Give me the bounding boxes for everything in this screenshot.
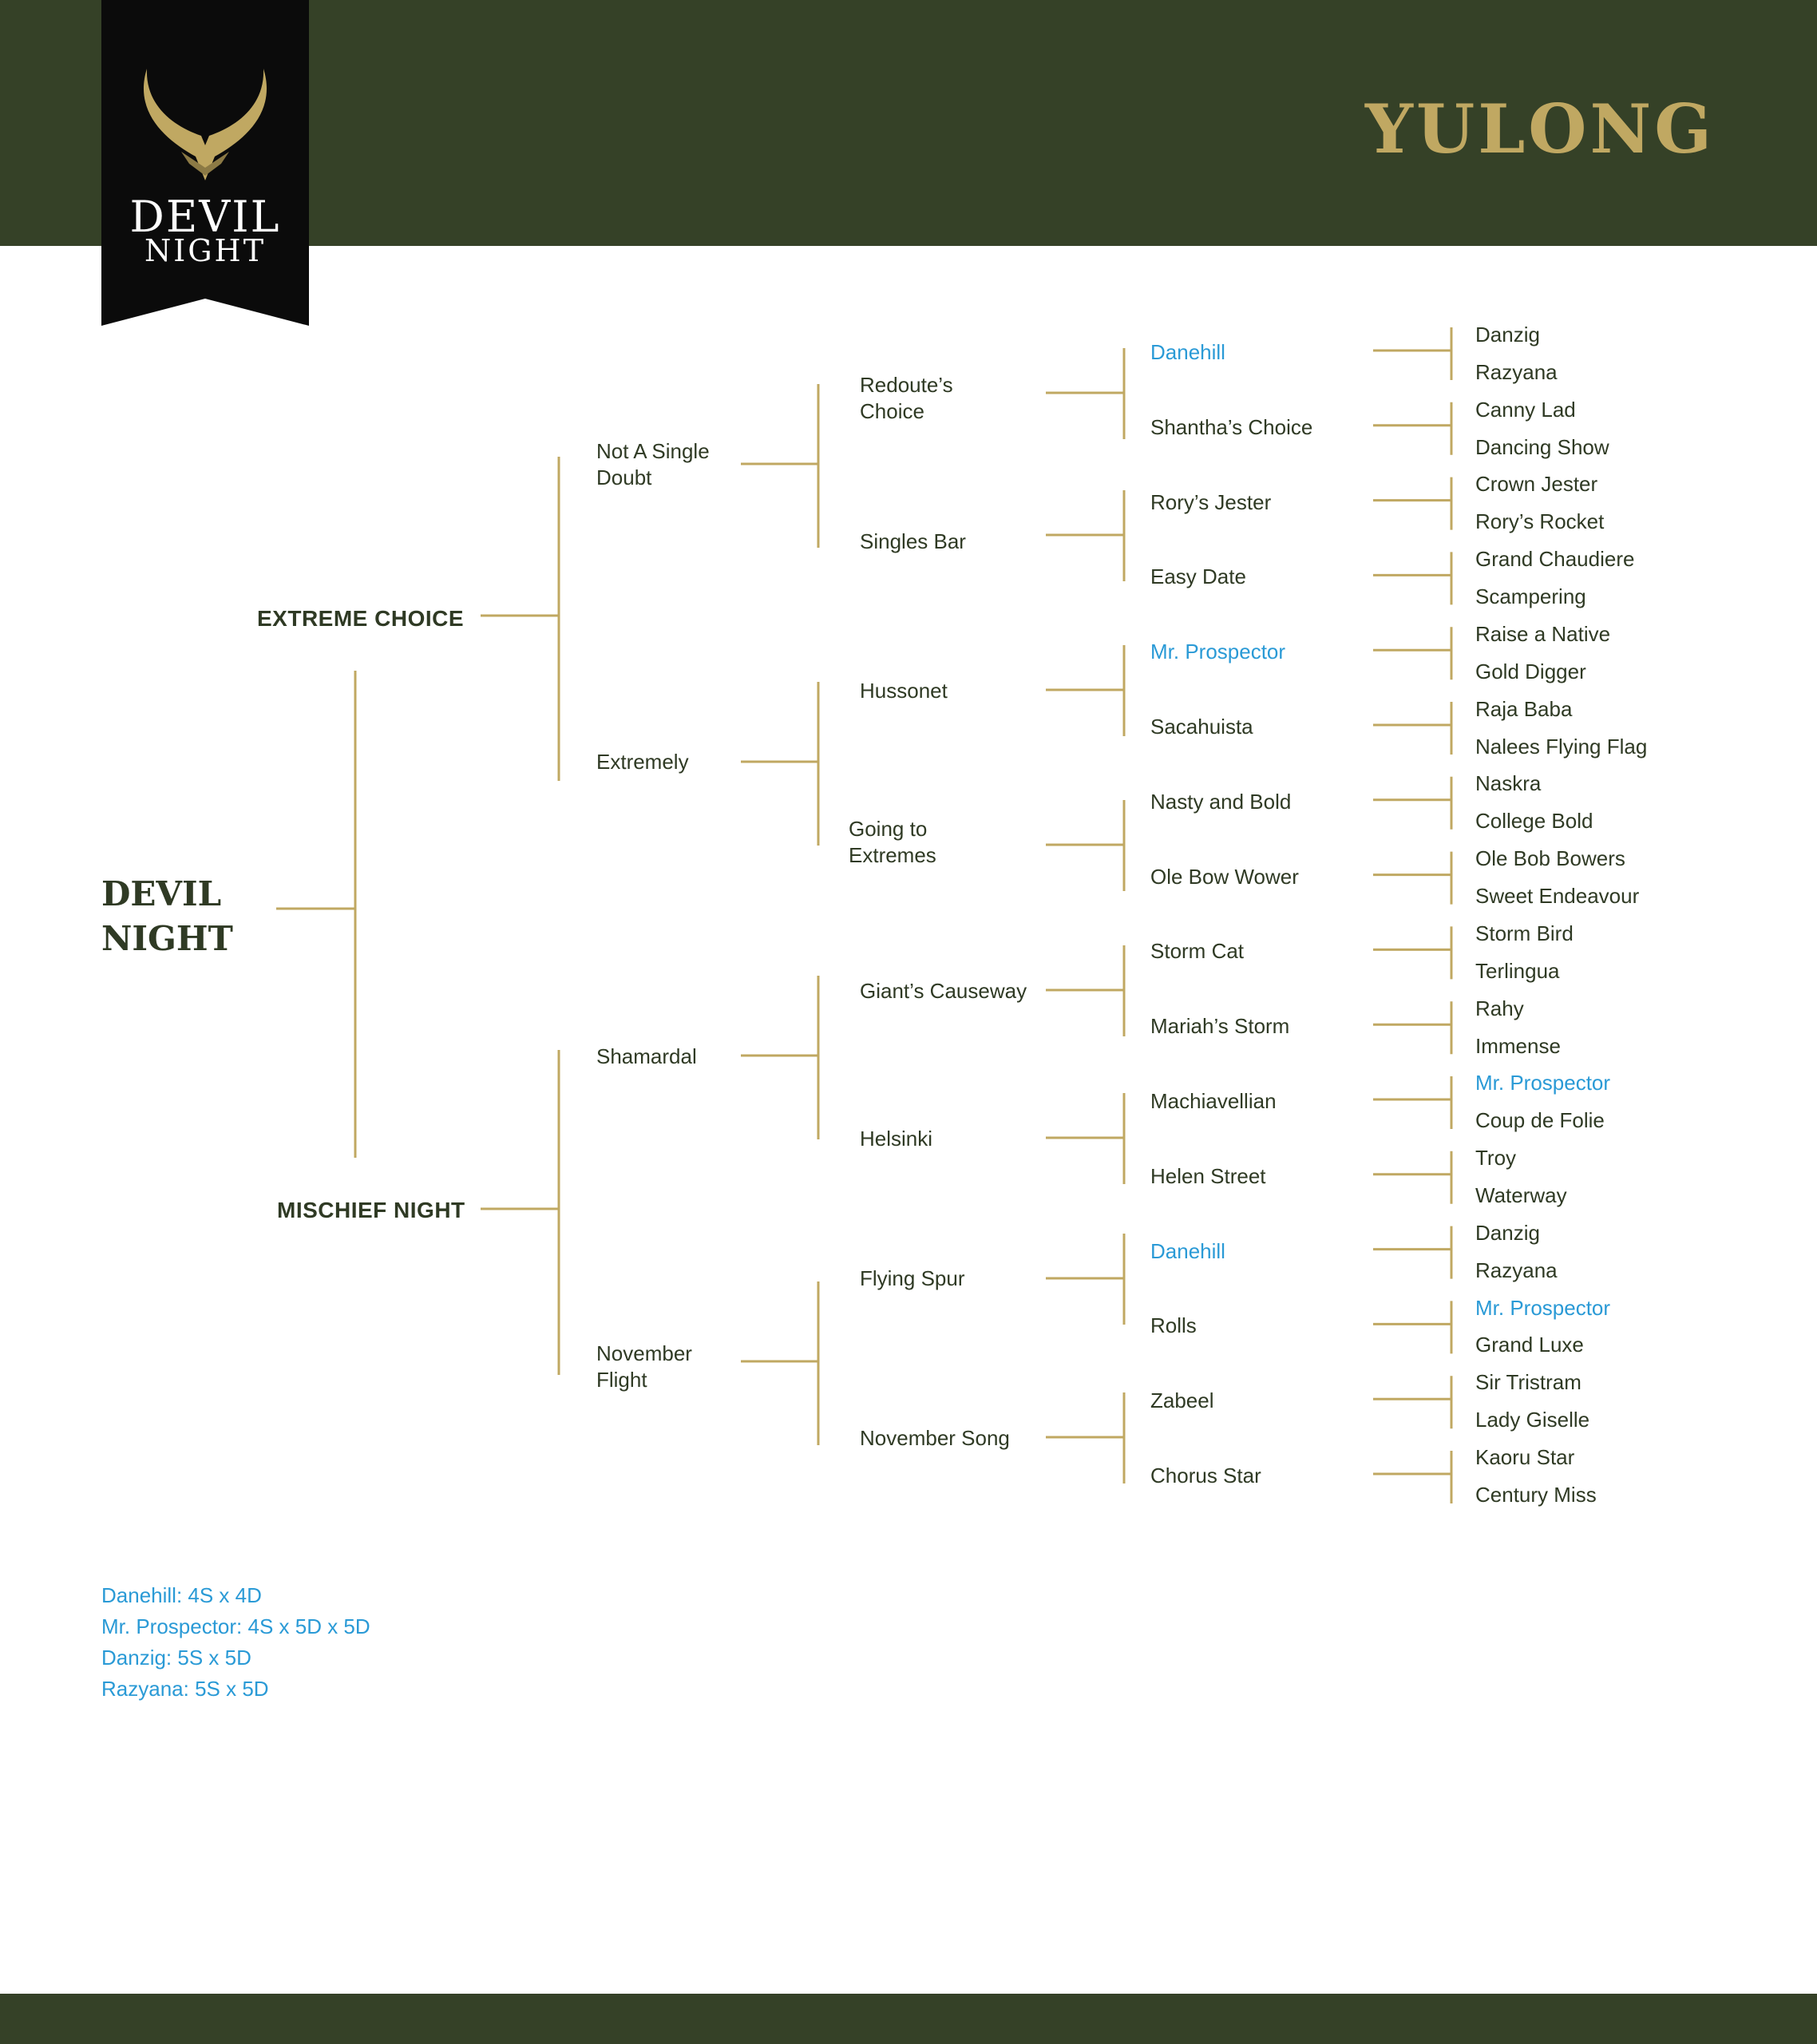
gen5-horse: Mr. Prospector	[1475, 1071, 1611, 1095]
gen5-horse: Sir Tristram	[1475, 1370, 1581, 1395]
gen5-horse: Rahy	[1475, 996, 1524, 1020]
gen5-horse: Raise a Native	[1475, 621, 1611, 646]
gen5-horse: Raja Baba	[1475, 696, 1573, 721]
gen3-horse: Redoute’s Choice	[860, 373, 953, 423]
gen4-horse: Shantha’s Choice	[1150, 414, 1313, 439]
inbreeding-note: Razyana: 5S x 5D	[101, 1677, 269, 1701]
gen5-horse: Danzig	[1475, 1220, 1540, 1245]
gen3-horse: November Song	[860, 1425, 1010, 1450]
logo-text-devil: DEVIL	[129, 192, 281, 242]
gen5-horse: Gold Digger	[1475, 659, 1586, 683]
gen5-horse: Coup de Folie	[1475, 1108, 1605, 1133]
gen5-horse: Dancing Show	[1475, 434, 1609, 459]
gen4-horse: Easy Date	[1150, 564, 1246, 589]
gen3-horse: Hussonet	[860, 678, 948, 703]
gen5-horse: Scampering	[1475, 584, 1586, 609]
gen4-horse: Rory’s Jester	[1150, 489, 1272, 514]
gen5-horse: College Bold	[1475, 809, 1593, 834]
gen5-horse: Grand Luxe	[1475, 1333, 1584, 1357]
gen4-horse: Mr. Prospector	[1150, 640, 1286, 664]
gen4-horse: Nasty and Bold	[1150, 789, 1292, 814]
gen4-horse: Danehill	[1150, 340, 1225, 364]
gen5-horse: Canny Lad	[1475, 397, 1576, 422]
gen5-horse: Terlingua	[1475, 958, 1560, 983]
gen4-horse: Ole Bow Wower	[1150, 864, 1299, 889]
gen5-horse: Lady Giselle	[1475, 1408, 1590, 1432]
inbreeding-note: Danzig: 5S x 5D	[101, 1646, 251, 1670]
gen5-horse: Waterway	[1475, 1183, 1567, 1207]
gen5-horse: Ole Bob Bowers	[1475, 846, 1625, 871]
gen3-horse: Helsinki	[860, 1126, 933, 1151]
gen4-horse: Zabeel	[1150, 1388, 1214, 1413]
gen4-horse: Storm Cat	[1150, 939, 1245, 964]
gen2-horse: Not A Single Doubt	[596, 439, 710, 489]
dam-name: MISCHIEF NIGHT	[277, 1198, 465, 1222]
gen5-horse: Storm Bird	[1475, 921, 1574, 945]
gen3-horse: Singles Bar	[860, 529, 966, 553]
logo-text-night: NIGHT	[144, 233, 267, 268]
gen5-horse: Razyana	[1475, 1258, 1558, 1282]
gen4-horse: Rolls	[1150, 1313, 1197, 1338]
gen2-horse: November Flight	[596, 1341, 692, 1392]
gen5-horse: Immense	[1475, 1033, 1561, 1058]
gen5-horse: Danzig	[1475, 323, 1540, 347]
gen3-horse: Going to Extremes	[849, 817, 936, 867]
gen5-horse: Grand Chaudiere	[1475, 547, 1635, 572]
inbreeding-note: Mr. Prospector: 4S x 5D x 5D	[101, 1614, 370, 1638]
gen5-horse: Crown Jester	[1475, 472, 1598, 497]
gen5-horse: Nalees Flying Flag	[1475, 734, 1648, 759]
gen4-horse: Danehill	[1150, 1238, 1225, 1263]
sire-name: EXTREME CHOICE	[257, 606, 465, 631]
gen5-horse: Mr. Prospector	[1475, 1295, 1611, 1320]
gen2-horse: Shamardal	[596, 1044, 697, 1068]
gen4-horse: Helen Street	[1150, 1163, 1266, 1188]
subject-horse: DEVIL NIGHT	[101, 874, 233, 958]
gen5-horse: Razyana	[1475, 359, 1558, 384]
gen2-horse: Extremely	[596, 749, 689, 774]
brand-title: YULONG	[1365, 89, 1715, 168]
gen3-horse: Giant’s Causeway	[860, 978, 1027, 1003]
gen5-horse: Sweet Endeavour	[1475, 884, 1640, 909]
inbreeding-note: Danehill: 4S x 4D	[101, 1583, 262, 1607]
gen5-horse: Troy	[1475, 1146, 1517, 1171]
gen5-horse: Naskra	[1475, 771, 1542, 796]
gen5-horse: Kaoru Star	[1475, 1445, 1575, 1470]
gen5-horse: Rory’s Rocket	[1475, 509, 1605, 534]
gen3-horse: Flying Spur	[860, 1266, 965, 1290]
gen4-horse: Machiavellian	[1150, 1089, 1277, 1113]
gen5-horse: Century Miss	[1475, 1482, 1597, 1507]
gen4-horse: Mariah’s Storm	[1150, 1014, 1290, 1039]
gen4-horse: Chorus Star	[1150, 1464, 1261, 1487]
gen4-horse: Sacahuista	[1150, 715, 1253, 739]
